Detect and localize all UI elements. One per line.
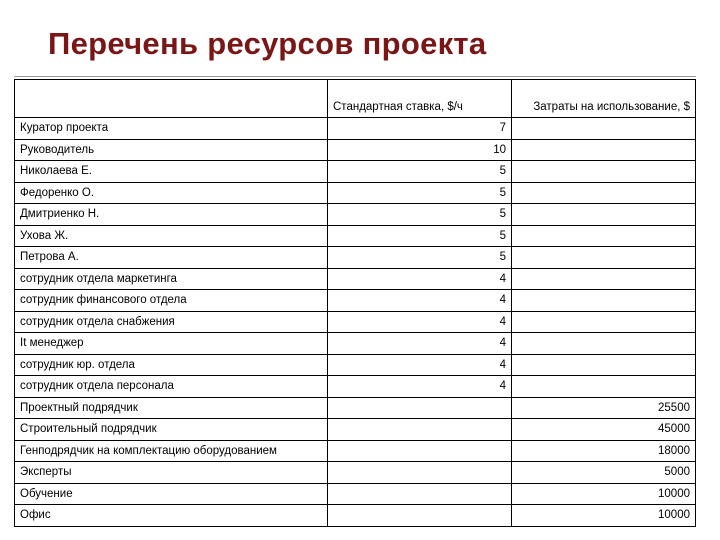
row-rate [328,462,512,484]
table-row [15,118,696,140]
header-name [15,80,328,118]
table-row [15,505,696,527]
row-cost [512,354,696,376]
row-name: Генподрядчик на комплектацию оборудованием [15,440,328,462]
row-name: Руководитель [15,139,328,161]
row-cost [512,311,696,333]
row-rate: 5 [328,182,512,204]
row-name: Обучение [15,483,328,505]
page-title: Перечень ресурсов проекта [48,26,487,61]
row-cost: 18000 [512,440,696,462]
row-name: сотрудник отдела маркетинга [15,268,328,290]
row-cost [512,290,696,312]
row-name: Проектный подрядчик [15,397,328,419]
row-rate [328,419,512,441]
row-cost: 5000 [512,462,696,484]
row-rate: 4 [328,311,512,333]
row-cost [512,161,696,183]
row-cost [512,225,696,247]
row-rate: 5 [328,161,512,183]
row-name: Николаева Е. [15,161,328,183]
row-name: Куратор проекта [15,118,328,140]
table-row [15,333,696,355]
row-cost: 10000 [512,505,696,527]
table-row [15,139,696,161]
table-row [15,483,696,505]
row-cost [512,182,696,204]
row-name: сотрудник финансового отдела [15,290,328,312]
row-rate [328,397,512,419]
row-name: Петрова А. [15,247,328,269]
table-row [15,397,696,419]
table-row [15,354,696,376]
row-cost [512,204,696,226]
table-row [15,204,696,226]
row-rate [328,505,512,527]
row-rate: 7 [328,118,512,140]
row-name: Федоренко О. [15,182,328,204]
row-cost: 10000 [512,483,696,505]
row-rate [328,483,512,505]
table-row [15,247,696,269]
row-cost [512,268,696,290]
table-row [15,182,696,204]
row-name: сотрудник отдела персонала [15,376,328,398]
row-name: сотрудник юр. отдела [15,354,328,376]
row-cost: 45000 [512,419,696,441]
row-rate: 4 [328,354,512,376]
row-cost [512,376,696,398]
title-divider [14,76,696,77]
table-row [15,268,696,290]
row-cost [512,333,696,355]
row-cost: 25500 [512,397,696,419]
row-cost [512,139,696,161]
row-name: Дмитриенко Н. [15,204,328,226]
row-rate: 4 [328,376,512,398]
row-name: Строительный подрядчик [15,419,328,441]
row-rate [328,440,512,462]
row-rate: 5 [328,225,512,247]
header-rate: Стандартная ставка, $/ч [328,80,512,118]
row-name: It менеджер [15,333,328,355]
row-name: Эксперты [15,462,328,484]
row-rate: 10 [328,139,512,161]
row-rate: 4 [328,290,512,312]
row-rate: 5 [328,204,512,226]
row-cost [512,247,696,269]
table-row [15,311,696,333]
table-row [15,161,696,183]
table-row [15,225,696,247]
table-row [15,440,696,462]
row-rate: 4 [328,268,512,290]
row-rate: 4 [328,333,512,355]
row-name: Офис [15,505,328,527]
table-row [15,462,696,484]
table-row [15,290,696,312]
row-cost [512,118,696,140]
row-name: Ухова Ж. [15,225,328,247]
resources-table [14,79,696,527]
table-header-row [15,80,696,118]
table-row [15,419,696,441]
table-row [15,376,696,398]
header-cost: Затраты на использование, $ [512,80,696,118]
row-name: сотрудник отдела снабжения [15,311,328,333]
row-rate: 5 [328,247,512,269]
